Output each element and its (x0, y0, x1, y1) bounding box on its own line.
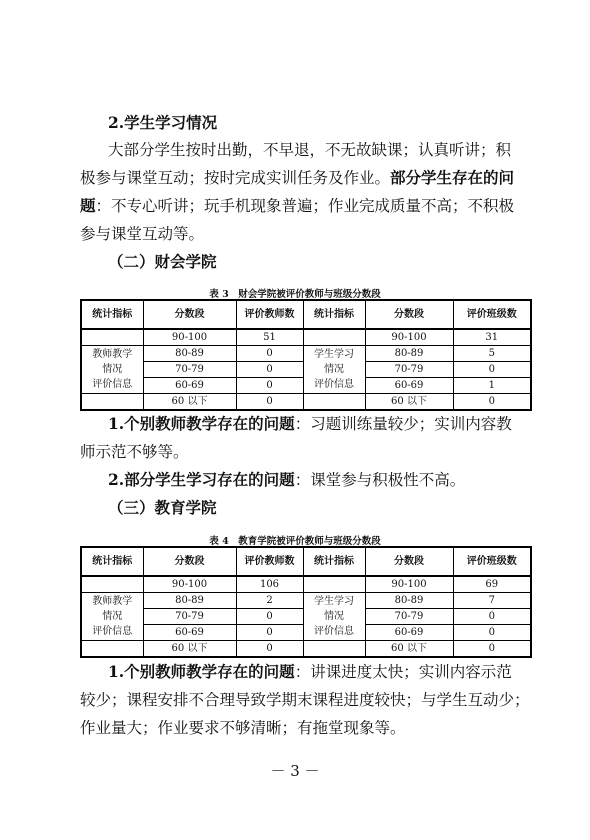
table-header: 统计指标 (303, 547, 365, 576)
table-cell: 60 以下 (365, 394, 453, 411)
paragraph-line: 1.个别教师教学存在的问题：习题训练量较少；实训内容教 (108, 414, 512, 433)
table-header: 评价班级数 (453, 547, 531, 576)
row-group-label: 学生学习 情况 评价信息 (303, 346, 365, 394)
table-cell: 1 (453, 378, 531, 394)
table-cell: 60-69 (143, 378, 236, 394)
table-cell: 5 (453, 346, 531, 362)
paragraph-line: 作业量大；作业要求不够清晰；有拖堂现象等。 (80, 719, 406, 737)
table-cell: 0 (453, 625, 531, 641)
table-cell: 90-100 (365, 329, 453, 346)
paragraph-line: 极参与课堂互动；按时完成实训任务及作业。部分学生存在的问 (80, 168, 515, 187)
table-cell: 60-69 (365, 625, 453, 641)
table-cell: 90-100 (143, 576, 236, 593)
table-header: 统计指标 (81, 300, 143, 329)
paragraph-line: 参与课堂互动等。 (80, 225, 205, 243)
table-cell: 70-79 (143, 362, 236, 378)
table-cell: 70-79 (143, 609, 236, 625)
table-cell: 0 (236, 346, 303, 362)
table-cell: 80-89 (143, 593, 236, 609)
section-heading-finance: （二）财会学院 (108, 252, 217, 271)
table-cell: 31 (453, 329, 531, 346)
paragraph-line: 大部分学生按时出勤，不早退，不无故缺课；认真听讲；积 (108, 141, 512, 159)
table-header: 评价教师数 (236, 547, 303, 576)
paragraph-line: 题：不专心听讲；玩手机现象普遍；作业完成质量不高；不积极 (80, 196, 515, 215)
table-cell: 0 (236, 625, 303, 641)
table-cell: 0 (453, 362, 531, 378)
table-cell: 106 (236, 576, 303, 593)
table-cell: 7 (453, 593, 531, 609)
table-cell: 0 (236, 362, 303, 378)
education-score-table (80, 546, 532, 658)
table-cell: 0 (453, 609, 531, 625)
table-cell: 90-100 (143, 329, 236, 346)
paragraph-line: 2.部分学生学习存在的问题：课堂参与积极性不高。 (108, 470, 466, 489)
table-cell: 60 以下 (143, 641, 236, 658)
table-cell: 51 (236, 329, 303, 346)
table-header: 统计指标 (303, 300, 365, 329)
row-group-label: 教师教学 情况 评价信息 (81, 593, 143, 641)
table-cell: 60-69 (365, 378, 453, 394)
table-header: 分数段 (143, 300, 236, 329)
table-cell: 2 (236, 593, 303, 609)
table-header: 评价班级数 (453, 300, 531, 329)
table-cell: 70-79 (365, 362, 453, 378)
table-cell: 60 以下 (365, 641, 453, 658)
table-cell: 0 (453, 394, 531, 411)
table-cell: 0 (453, 641, 531, 658)
table-row (81, 394, 531, 411)
table-caption: 表 3 财会学院被评价教师与班级分数段 (209, 289, 381, 300)
table-caption: 表 4 教育学院被评价教师与班级分数段 (209, 536, 381, 547)
table-cell: 60 以下 (143, 394, 236, 411)
page-number: － 3 － (270, 762, 320, 780)
table-cell: 0 (236, 641, 303, 658)
table-header: 分数段 (143, 547, 236, 576)
table-row (81, 593, 531, 609)
table-cell: 0 (236, 609, 303, 625)
paragraph-line: 1.个别教师教学存在的问题：讲课进度太快；实训内容示范 (108, 662, 512, 681)
table-header: 分数段 (365, 547, 453, 576)
table-row (81, 576, 531, 593)
table-cell: 60-69 (143, 625, 236, 641)
table-header: 分数段 (365, 300, 453, 329)
table-cell: 80-89 (365, 593, 453, 609)
table-cell: 69 (453, 576, 531, 593)
table-header: 统计指标 (81, 547, 143, 576)
section-heading-student-learning: 2.学生学习情况 (108, 113, 218, 132)
section-heading-education: （三）教育学院 (108, 498, 217, 517)
paragraph-line: 师示范不够等。 (80, 443, 189, 461)
table-cell: 0 (236, 394, 303, 411)
table-cell: 80-89 (143, 346, 236, 362)
table-cell: 70-79 (365, 609, 453, 625)
table-row (81, 346, 531, 362)
paragraph-line: 较少；课程安排不合理导致学期末课程进度较快；与学生互动少； (80, 691, 530, 709)
row-group-label: 学生学习 情况 评价信息 (303, 593, 365, 641)
table-cell: 80-89 (365, 346, 453, 362)
table-header: 评价教师数 (236, 300, 303, 329)
table-row (81, 329, 531, 346)
finance-score-table (80, 299, 532, 411)
row-group-label: 教师教学 情况 评价信息 (81, 346, 143, 394)
table-row (81, 641, 531, 658)
table-cell: 0 (236, 378, 303, 394)
table-cell: 90-100 (365, 576, 453, 593)
